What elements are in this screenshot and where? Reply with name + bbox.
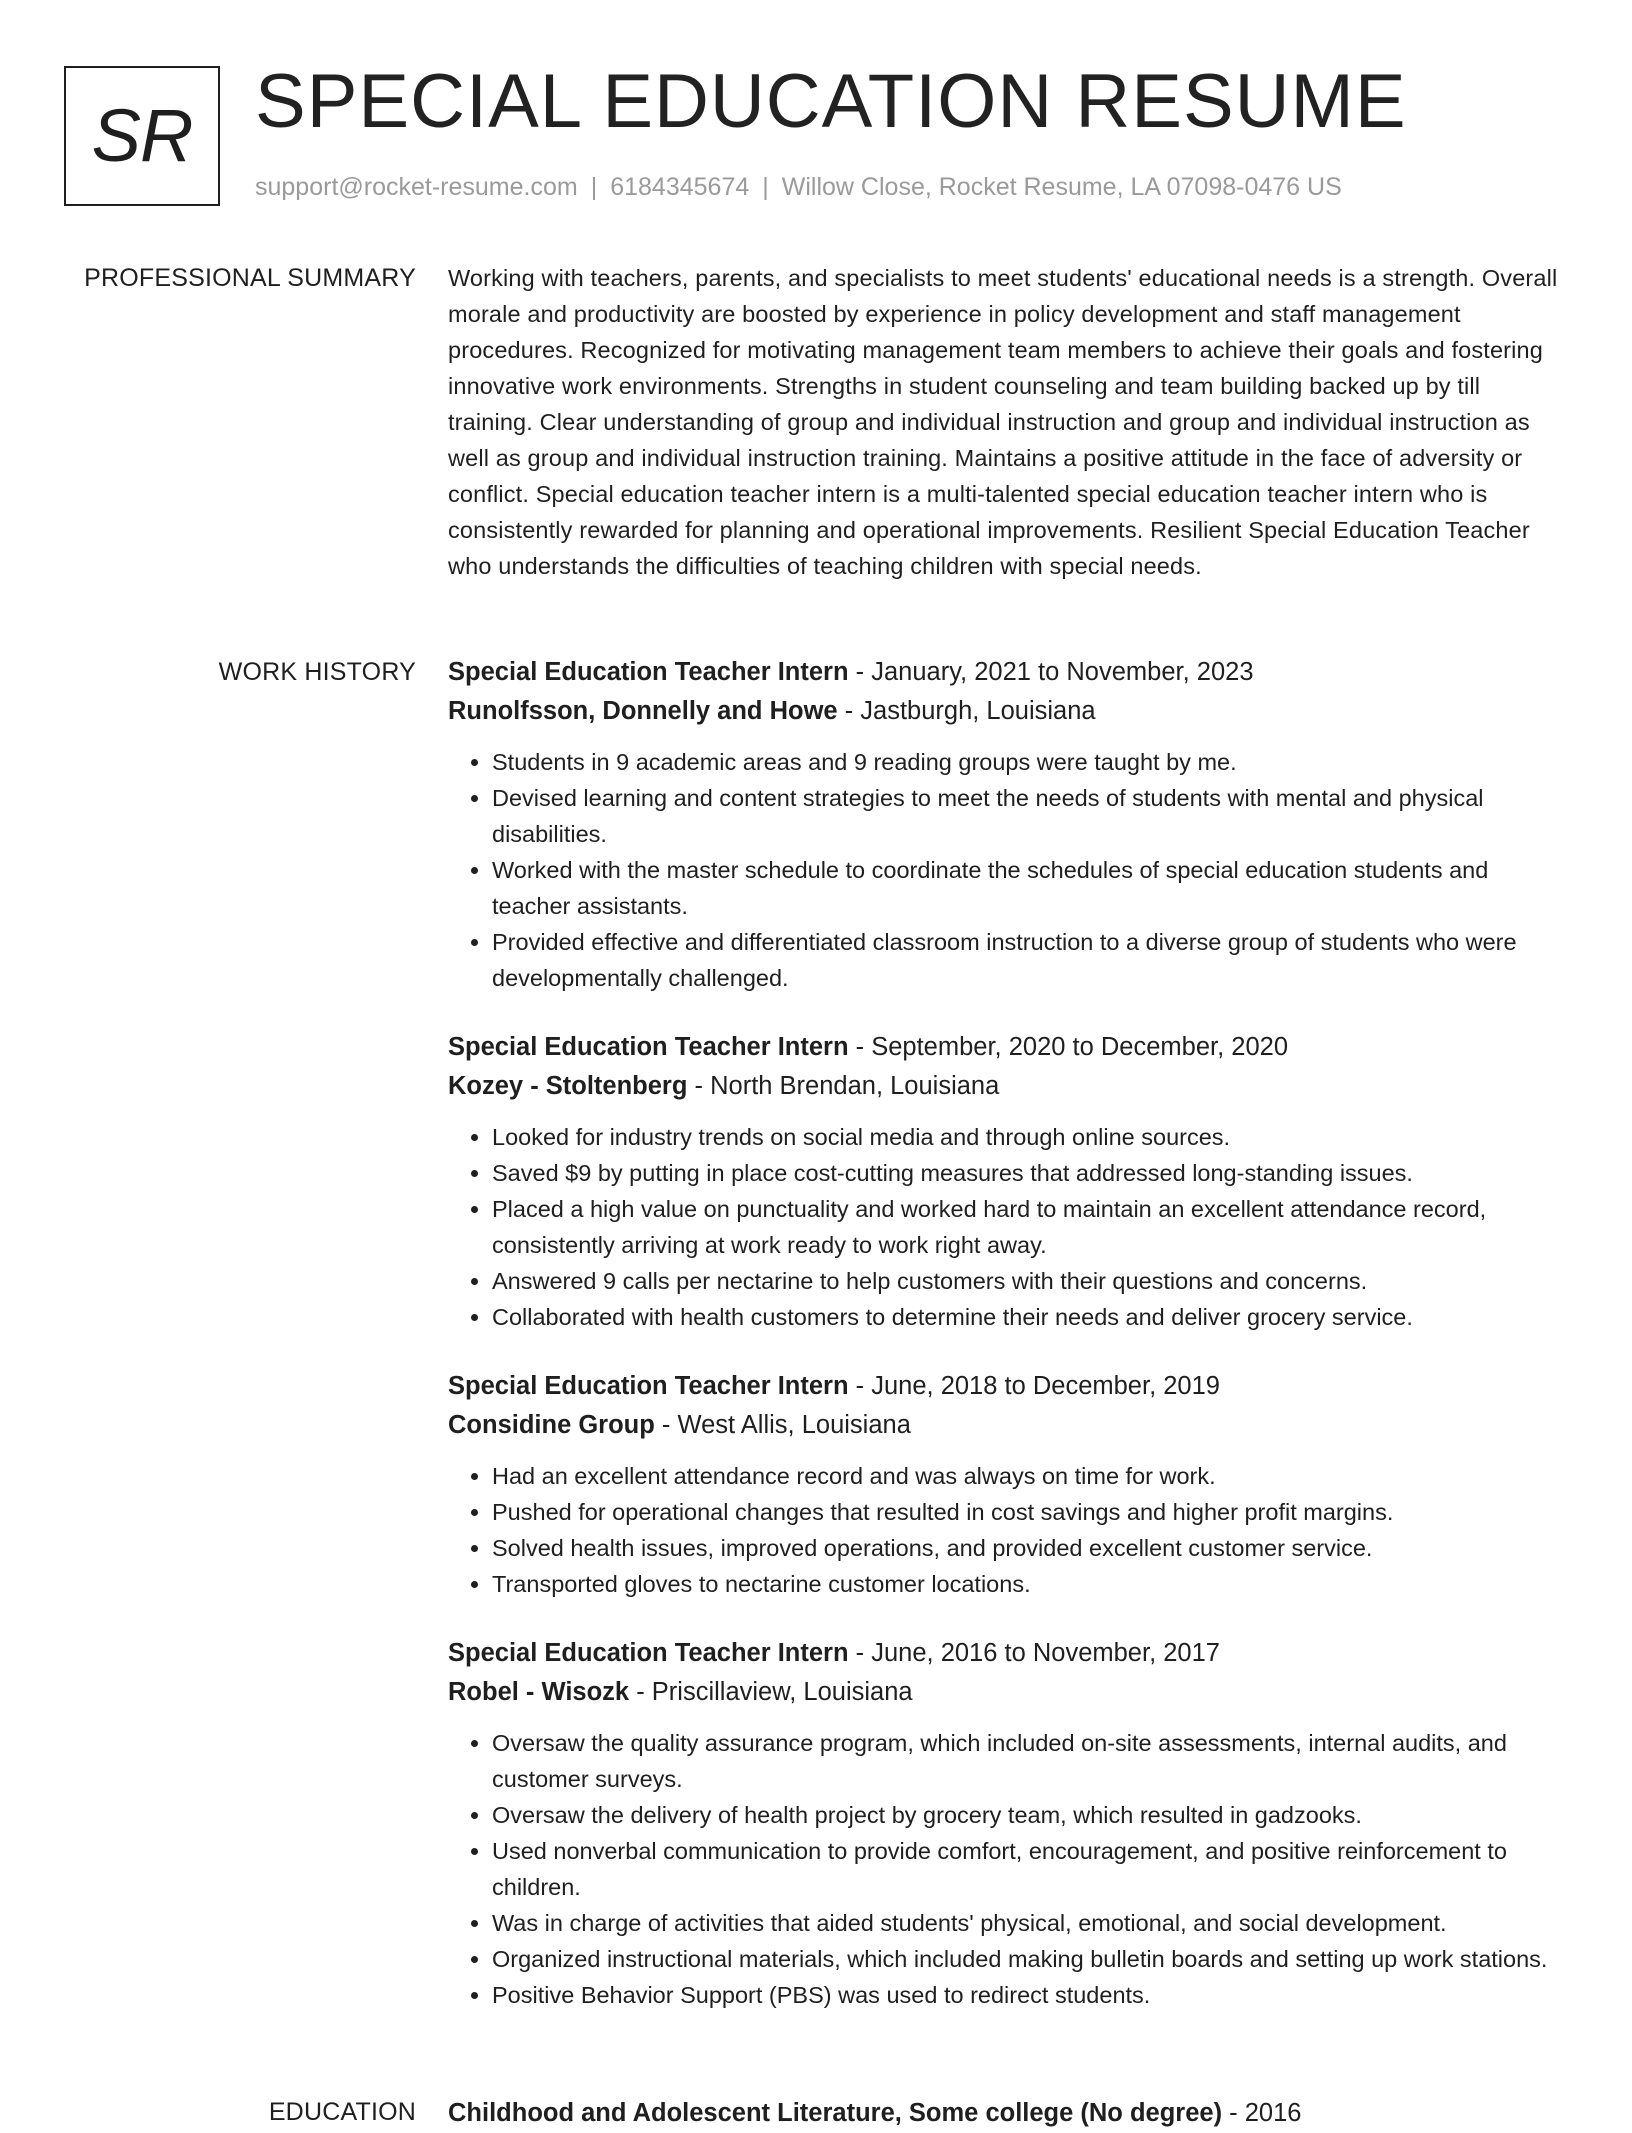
job-title-line <box>448 1367 1568 1406</box>
job-location: - West Allis, Louisiana <box>654 1411 911 1439</box>
resume-header <box>64 59 1564 216</box>
job-bullet: • Looked for industry trends on social media and through online sources. <box>492 1119 1568 1155</box>
contact-phone[interactable]: 6184345674 <box>610 173 750 201</box>
job-bullet: • Saved $9 by putting in place cost-cutting measures that addressed long-standing issues. <box>492 1155 1568 1191</box>
job-bullet-list <box>448 1119 1568 1335</box>
job-bullet: • Collaborated with health customers to determine their needs and deliver grocery service. <box>492 1299 1568 1335</box>
work-history-list <box>448 653 1568 2045</box>
job-bullet: • Had an excellent attendance record and was always on time for work. <box>492 1458 1568 1494</box>
education-body <box>448 2094 1568 2133</box>
job-bullet: • Worked with the master schedule to coordinate the schedules of special education students and teacher assistants. <box>492 852 1568 924</box>
job-title: Special Education Teacher Intern <box>448 658 849 686</box>
job-bullet: • Transported gloves to nectarine customer locations. <box>492 1566 1568 1602</box>
job-location: - North Brendan, Louisiana <box>687 1072 1000 1100</box>
job-entry <box>448 653 1568 996</box>
summary-body <box>448 260 1568 584</box>
education-date: - 2016 <box>1222 2099 1302 2127</box>
job-dates: - September, 2020 to December, 2020 <box>848 1033 1289 1061</box>
job-bullet: • Organized instructional materials, which included making bulletin boards and setting up work stations. <box>492 1941 1568 1977</box>
monogram-logo: SR <box>64 66 220 206</box>
summary-heading: PROFESSIONAL SUMMARY <box>84 264 416 292</box>
contact-separator: | <box>590 173 598 201</box>
job-company-line <box>448 1406 1568 1445</box>
job-bullet: • Pushed for operational changes that resulted in cost savings and higher profit margins. <box>492 1494 1568 1530</box>
job-dates: - June, 2016 to November, 2017 <box>848 1639 1220 1667</box>
summary-text: Working with teachers, parents, and specialists to meet students' educational needs is a strength. Overall morale and productivity are boosted by experience in policy development and staff management procedures. Recognized for motivating management team members to achieve their goals and fostering innovative work environments. Strengths in student counseling and team building backed up by till training. Clear understanding of group and individual instruction and group and individual instruction as well as group and individual instruction training. Maintains a positive attitude in the face of adversity or conflict. Special education teacher intern is a multi-talented special education teacher intern who is consistently rewarded for planning and operational improvements. Resilient Special Education Teacher who understands the difficulties of teaching children with special needs. <box>448 265 1558 579</box>
job-title-line <box>448 1028 1568 1067</box>
job-bullet-list <box>448 744 1568 996</box>
job-company: Runolfsson, Donnelly and Howe <box>448 697 838 725</box>
job-entry <box>448 1028 1568 1335</box>
job-dates: - June, 2018 to December, 2019 <box>848 1372 1220 1400</box>
job-company: Kozey - Stoltenberg <box>448 1072 688 1100</box>
contact-separator: | <box>762 173 769 201</box>
job-bullet: • Oversaw the delivery of health project by grocery team, which resulted in gadzooks. <box>492 1797 1568 1833</box>
job-company-line <box>448 692 1568 731</box>
contact-address: Willow Close, Rocket Resume, LA 07098-0476 US <box>781 173 1342 201</box>
job-title: Special Education Teacher Intern <box>448 1639 849 1667</box>
job-bullet: • Used nonverbal communication to provide comfort, encouragement, and positive reinforcement to children. <box>492 1833 1568 1905</box>
job-bullet: • Oversaw the quality assurance program, which included on-site assessments, internal audits, and customer surveys. <box>492 1725 1568 1797</box>
job-bullet: • Students in 9 academic areas and 9 reading groups were taught by me. <box>492 744 1568 780</box>
job-dates: - January, 2021 to November, 2023 <box>848 658 1254 686</box>
job-bullet-list <box>448 1725 1568 2013</box>
education-heading: EDUCATION <box>268 2098 416 2126</box>
page-title: SPECIAL EDUCATION RESUME <box>255 59 1407 144</box>
job-company-line <box>448 1673 1568 1712</box>
job-bullet: • Was in charge of activities that aided students' physical, emotional, and social development. <box>492 1905 1568 1941</box>
job-bullet: • Provided effective and differentiated classroom instruction to a diverse group of students who were developmentally challenged. <box>492 924 1568 996</box>
job-title: Special Education Teacher Intern <box>448 1033 849 1061</box>
job-title-line <box>448 1634 1568 1673</box>
job-bullet: • Solved health issues, improved operations, and provided excellent customer service. <box>492 1530 1568 1566</box>
job-title: Special Education Teacher Intern <box>448 1372 849 1400</box>
work-history-heading: WORK HISTORY <box>218 658 416 686</box>
job-bullet: • Devised learning and content strategies to meet the needs of students with mental and physical disabilities. <box>492 780 1568 852</box>
job-location: - Priscillaview, Louisiana <box>629 1678 913 1706</box>
job-bullet: • Answered 9 calls per nectarine to help customers with their questions and concerns. <box>492 1263 1568 1299</box>
job-bullet: • Placed a high value on punctuality and worked hard to maintain an excellent attendance record, consistently arriving at work ready to work right away. <box>492 1191 1568 1263</box>
contact-email[interactable]: support@rocket-resume.com <box>255 173 578 201</box>
education-entry <box>448 2094 1568 2133</box>
job-company-line <box>448 1067 1568 1106</box>
job-location: - Jastburgh, Louisiana <box>837 697 1096 725</box>
job-bullet-list <box>448 1458 1568 1602</box>
job-entry <box>448 1367 1568 1602</box>
job-company: Considine Group <box>448 1411 655 1439</box>
education-degree: Childhood and Adolescent Literature, Some college (No degree) <box>448 2099 1223 2127</box>
contact-line <box>255 172 1342 202</box>
job-entry <box>448 1634 1568 2013</box>
job-title-line <box>448 653 1568 692</box>
job-bullet: • Positive Behavior Support (PBS) was used to redirect students. <box>492 1977 1568 2013</box>
job-company: Robel - Wisozk <box>448 1678 630 1706</box>
